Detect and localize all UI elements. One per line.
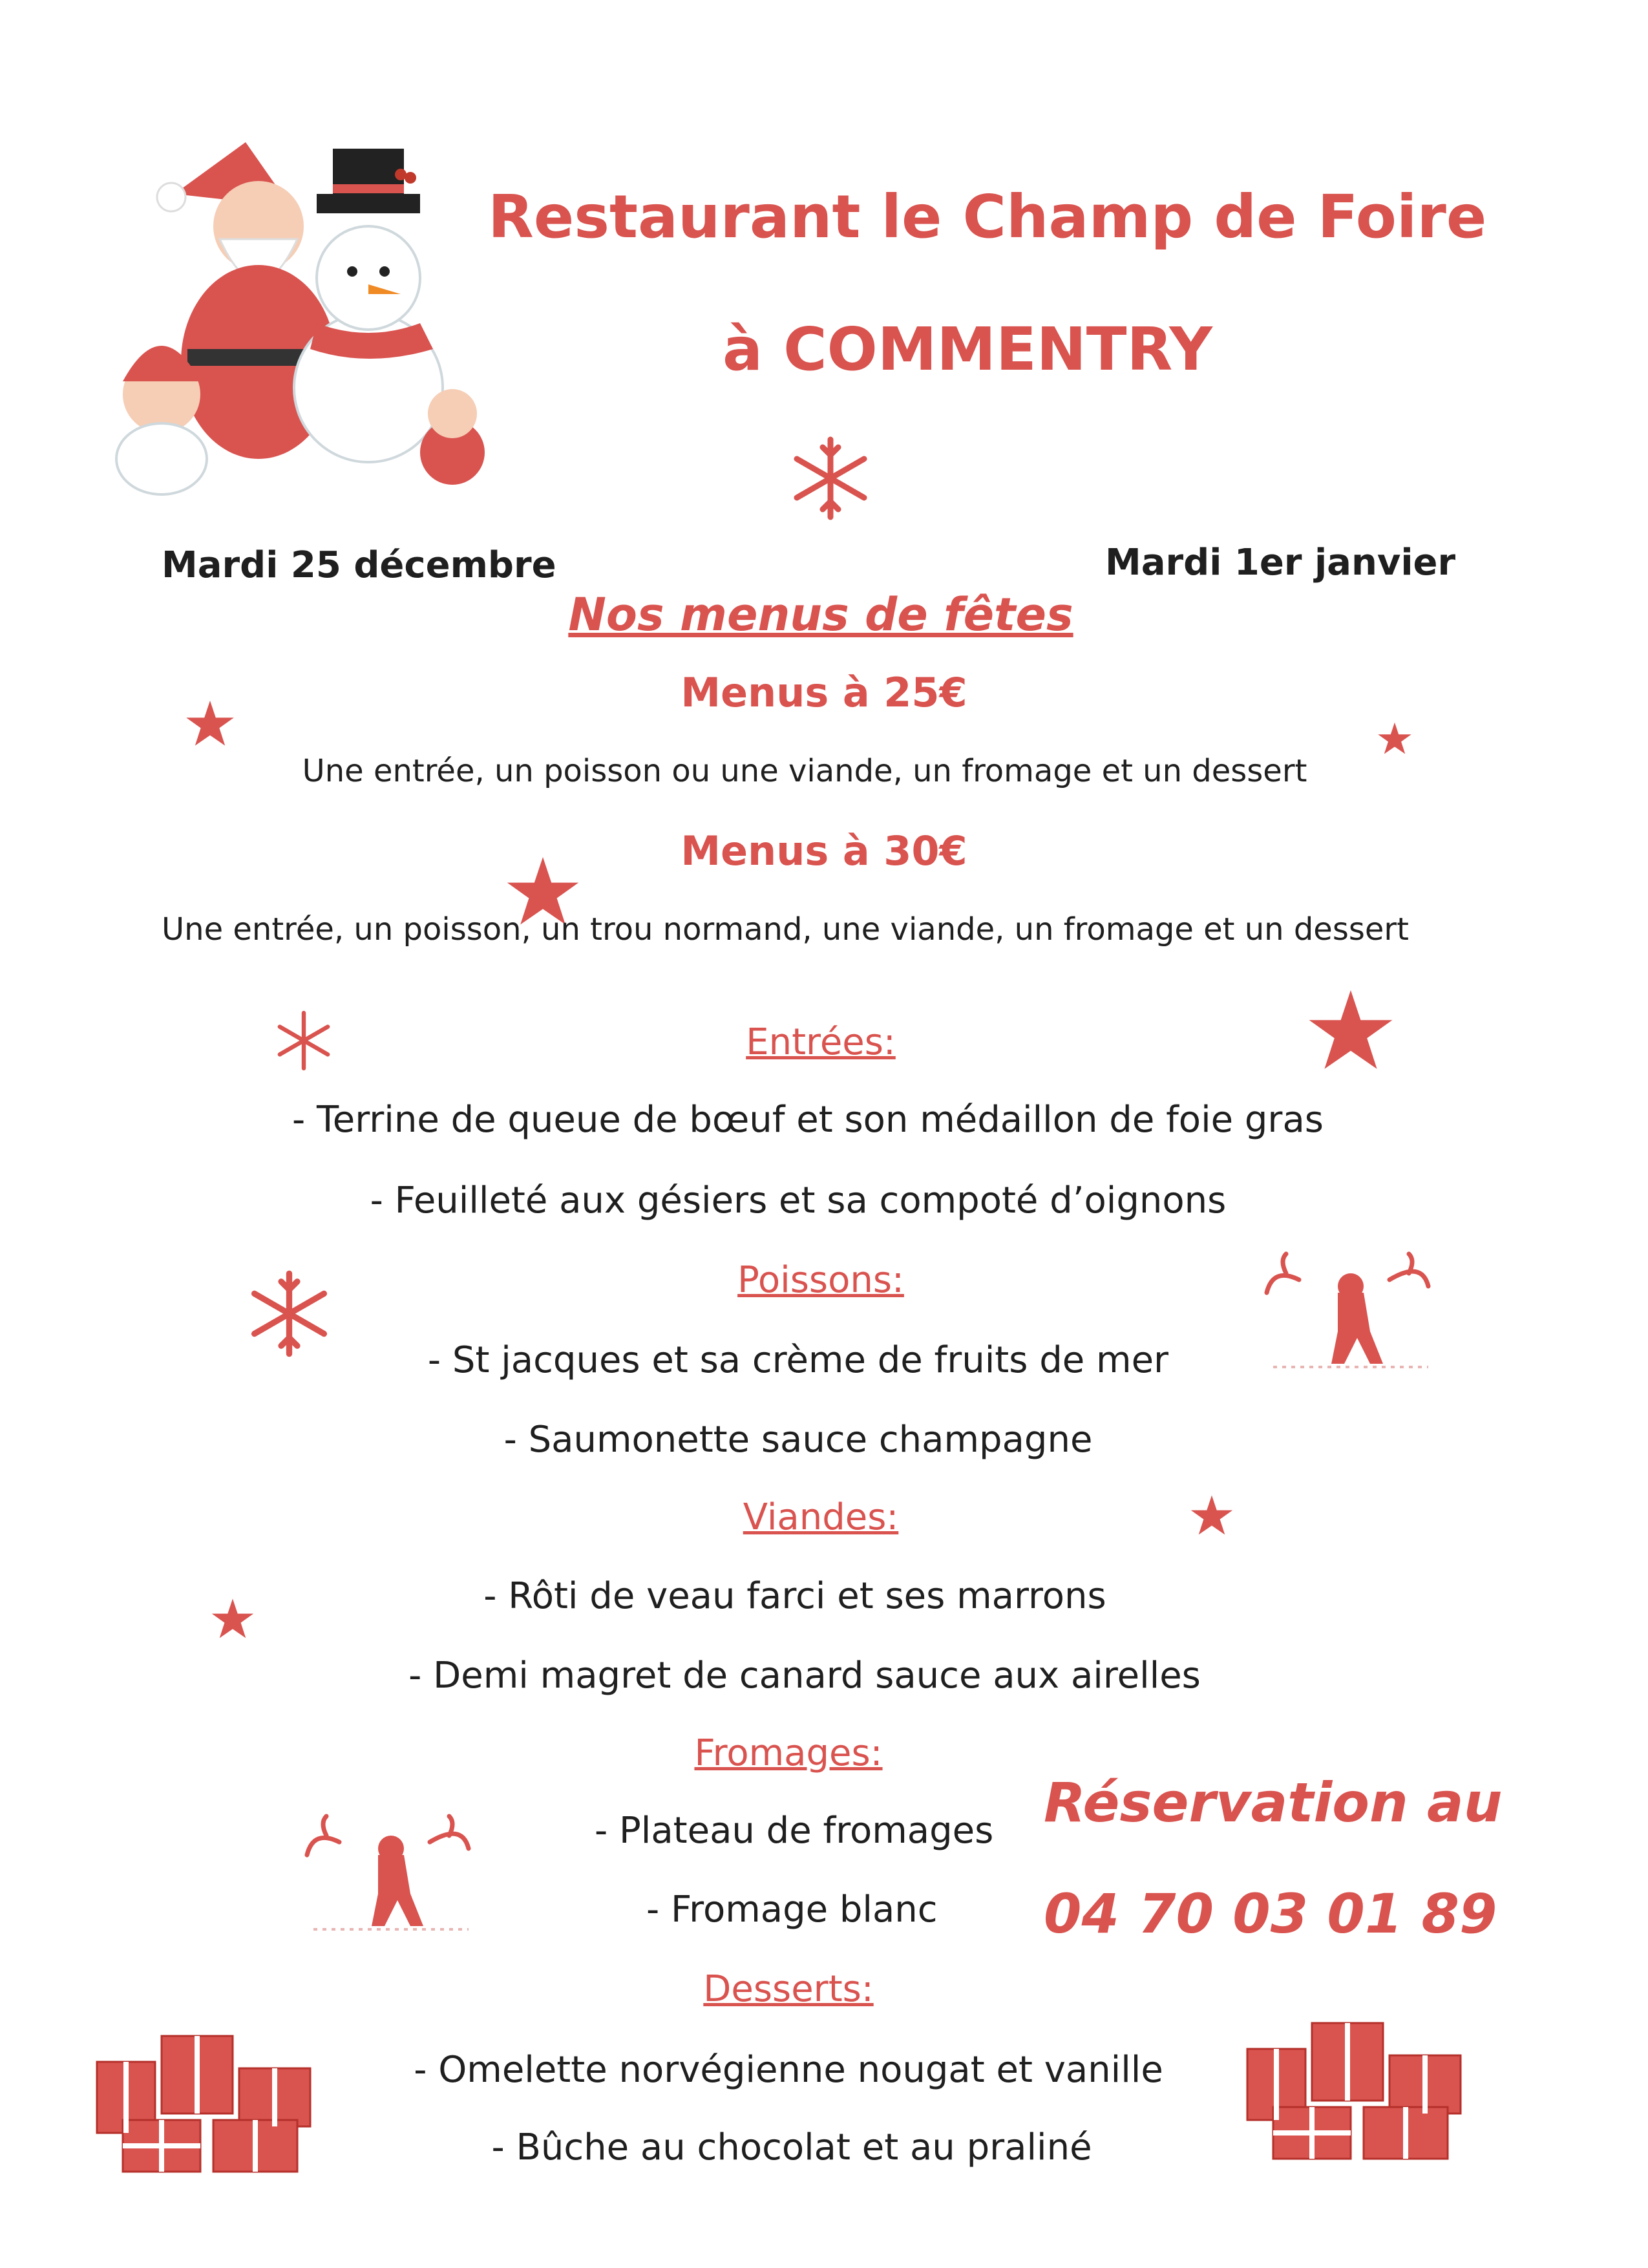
menu-item: - Omelette norvégienne nougat et vanille [414,2049,1163,2091]
menu-item: - Bûche au chocolat et au praliné [491,2126,1092,2168]
star-icon [1377,721,1413,757]
menu-item: - Feuilleté aux gésiers et sa compoté d’oignons [370,1180,1227,1222]
section-title-viandes: Viandes: [743,1496,899,1538]
reservation-label: Réservation au [1044,1771,1503,1834]
menu-item: - Plateau de fromages [595,1810,994,1852]
reservation-phone[interactable]: 04 70 03 01 89 [1044,1882,1497,1945]
reindeer-icon [301,1816,481,1933]
menu-item: - Fromage blanc [646,1889,938,1931]
santa-snowman-illustration [97,116,498,504]
menus-heading: Nos menus de fêtes [568,588,1073,641]
menu-item: - Terrine de queue de bœuf et son médaillon de foie gras [292,1099,1324,1141]
date-right: Mardi 1er janvier [1105,542,1456,584]
menu-item: - Saumonette sauce champagne [503,1419,1093,1461]
restaurant-title: Restaurant le Champ de Foire [488,182,1487,251]
menu-item: - Rôti de veau farci et ses marrons [483,1575,1106,1617]
section-title-poissons: Poissons: [737,1259,904,1301]
menu-price-30: Menus à 30€ [681,827,967,874]
menu-item: - Demi magret de canard sauce aux airelles [408,1655,1201,1697]
snowflake-icon [785,433,876,524]
section-title-desserts: Desserts: [703,1968,874,2010]
date-left: Mardi 25 décembre [162,544,556,586]
restaurant-city: à COMMENTRY [723,315,1212,384]
menu-description-30: Une entrée, un poisson, un trou normand, une viande, un fromage et un dessert [162,911,1409,948]
section-title-entrees: Entrées: [746,1021,896,1063]
menu-description-25: Une entrée, un poisson ou une viande, un fromage et un dessert [302,753,1307,789]
section-title-fromages: Fromages: [694,1732,883,1774]
menu-item: - St jacques et sa crème de fruits de mer [427,1339,1169,1381]
menu-price-25: Menus à 25€ [681,669,967,716]
